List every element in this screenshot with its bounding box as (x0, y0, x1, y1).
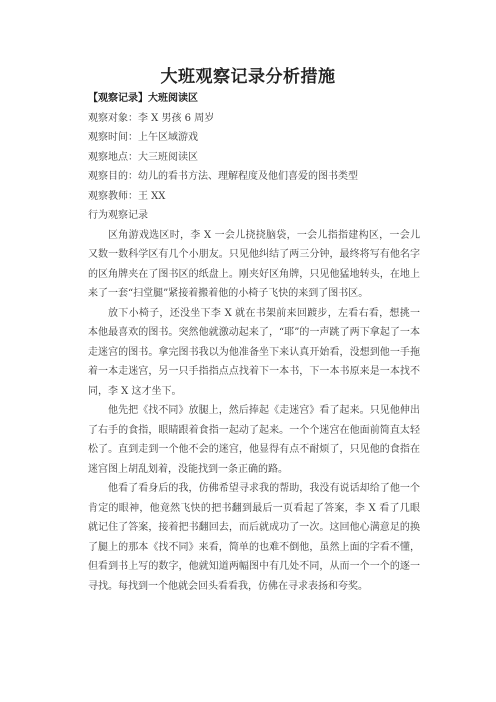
document-title: 大班观察记录分析措施 (160, 67, 336, 87)
paragraph-1: 区角游戏选区时，李 X 一会儿挠挠脑袋，一会儿指指建构区，一会儿又数一数科学区有几个小朋友。只见他纠结了两三分钟，最终将写有他名字的区角牌夹在了图书区的纸盘上。刚夹好区角牌，只见他猛地转头，在地上来了一套“扫堂腿”紧接着搬着他的小椅子飞快的来到了图书区。 (88, 229, 420, 299)
observation-subheading: 行为观察记录 (88, 210, 148, 221)
paragraph-3: 他先把《找不同》放腿上，然后捧起《走迷宫》看了起来。只见他伸出了右手的食指，眼睛跟着食指一起动了起来。一个个迷宫在他面前简直太轻松了。直到走到一个他不会的迷宫，他显得有点不耐烦了，只见他的食指在迷宫图上胡乱划着，没能找到一条正确的路。 (88, 405, 420, 475)
info-line-subject: 观察对象：李 X 男孩 6 周岁 (88, 112, 215, 124)
info-line-purpose: 观察目的：幼儿的看书方法、理解程度及他们喜爱的图书类型 (88, 171, 358, 182)
document-body (88, 89, 420, 596)
paragraph-4: 他看了看身后的我，仿佛希望寻求我的帮助，我没有说话却给了他一个肯定的眼神，他竟然飞快的把书翻到最后一页看起了答案，李 X 看了几眼就记住了答案，接着把书翻回去，而后就成功了一次。这回他心满意足的换了腿上的那本《找不同》来看，简单的也难不倒他，虽然上面的字看不懂，但看到书上写的数字，他就知道两幅图中有几处不同，从而一个一个的逐一寻找。每找到一个他就会回头看看我，仿佛在寻求表扬和夸奖。 (88, 483, 420, 592)
info-line-teacher: 观察教师：王 XX (88, 190, 166, 202)
section-heading: 【观察记录】大班阅读区 (88, 93, 198, 104)
info-line-time: 观察时间：上午区域游戏 (88, 132, 198, 143)
info-line-location: 观察地点：大三班阅读区 (88, 151, 198, 163)
paragraph-2: 放下小椅子，还没坐下李 X 就在书架前来回踱步，左看右看，想挑一本他最喜欢的图书。突然他就激动起来了，“耶”的一声跳了两下拿起了一本走迷宫的图书。拿完图书我以为他准备坐下来认真开始看，没想到他一手拖着一本走迷宫，另一只手指指点点找着下一本书，下一本书原来是一本找不同，李 X 这才坐下。 (88, 307, 420, 397)
